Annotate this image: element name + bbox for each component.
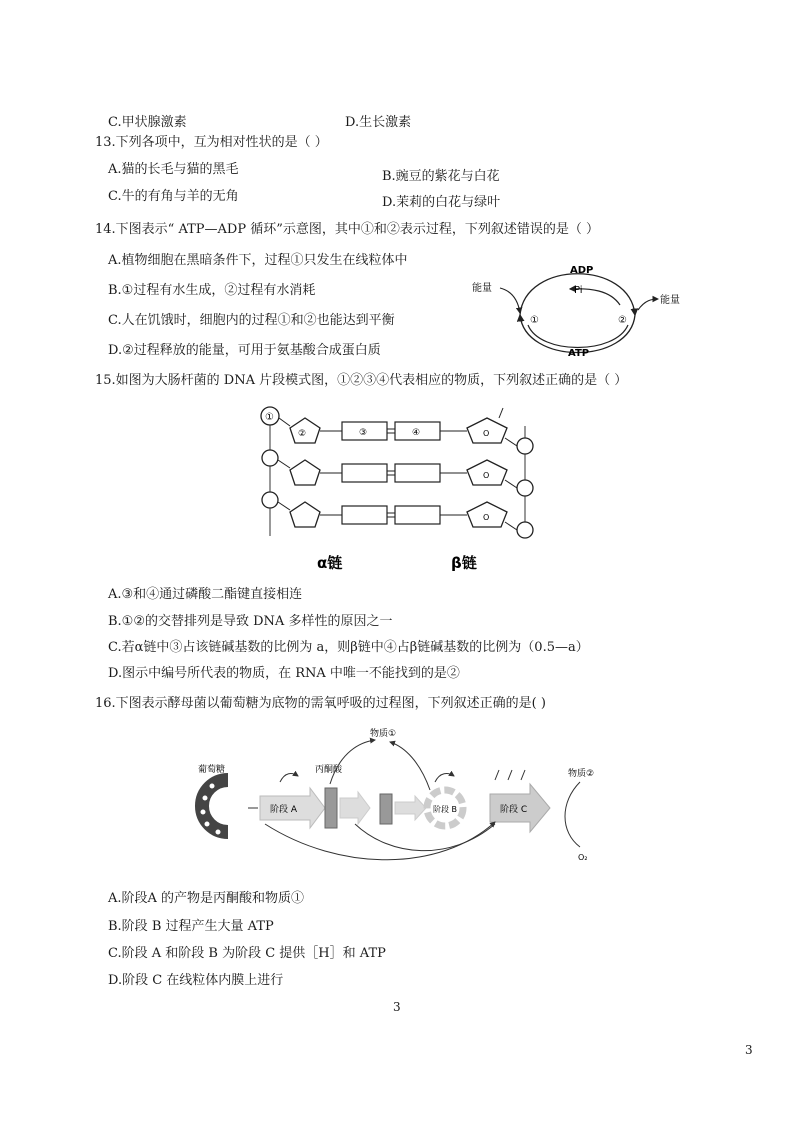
label-m3: ③: [359, 428, 368, 438]
q15-option-b: B.①②的交替排列是导致 DNA 多样性的原因之一: [108, 614, 393, 629]
deoxyribose-2-left: [290, 460, 320, 485]
q13-option-c: C.牛的有角与羊的无角: [108, 189, 239, 204]
q15-option-a: A.③和④通过磷酸二酯键直接相连: [108, 587, 303, 602]
adp-label: ADP: [570, 265, 594, 276]
energy-right-label: 能量: [660, 295, 680, 306]
q14-option-c: C.人在饥饿时，细胞内的过程①和②也能达到平衡: [108, 313, 395, 328]
phosphate-3-right: [517, 522, 533, 538]
alpha-chain-label: α链: [317, 554, 343, 572]
outer-page-number: 3: [745, 1043, 753, 1057]
label-m4: ④: [412, 428, 421, 438]
q16-option-b: B.阶段 B 过程产生大量 ATP: [108, 919, 274, 934]
q12-option-c: C.甲状腺激素: [108, 115, 187, 130]
pyruvate-label: 丙酮酸: [315, 765, 343, 775]
pi-label: Pi: [574, 285, 583, 296]
q13-option-d: D.茉莉的白花与绿叶: [382, 195, 501, 210]
phosphate-2-right: [517, 480, 533, 496]
q14-option-a: A.植物细胞在黑暗条件下，过程①只发生在线粒体中: [108, 253, 408, 268]
q16-option-c: C.阶段 A 和阶段 B 为阶段 C 提供［H］和 ATP: [108, 946, 386, 961]
o2-to-water-curve: [565, 782, 580, 847]
pyruvate-block: [325, 788, 337, 828]
beta-chain-label: β链: [451, 554, 477, 572]
phosphate-3-left: [262, 492, 278, 508]
phosphate-1-right: [517, 438, 533, 454]
q16-option-d: D.阶段 C 在线粒体内膜上进行: [108, 973, 284, 988]
atp-adp-cycle-diagram: [470, 255, 700, 365]
base-3-alpha: [342, 506, 387, 524]
q13-stem: 13.下列各项中，互为相对性状的是（ ）: [95, 135, 328, 150]
deoxyribose-3-left: [290, 502, 320, 527]
svg-text:O: O: [483, 471, 490, 480]
energy-in-arrow: [500, 288, 520, 313]
stage-a-label: 阶段 A: [270, 805, 298, 815]
energy-left-label: 能量: [472, 283, 492, 294]
stage-b-label: 阶段 B: [433, 805, 458, 814]
process1-label: ①: [530, 315, 539, 326]
q13-option-b: B.豌豆的紫花与白花: [382, 169, 500, 184]
base-2-beta: [395, 464, 440, 482]
q15-option-d: D.图示中编号所代表的物质，在 RNA 中唯一不能找到的是②: [108, 666, 460, 681]
q14-option-b: B.①过程有水生成，②过程有水消耗: [108, 283, 316, 298]
q15-stem: 15.如图为大肠杆菌的 DNA 片段模式图，①②③④代表相应的物质，下列叙述正确的是（ ）: [95, 373, 628, 388]
arrow-to-substance1-b: [390, 742, 430, 790]
o2-label: O₂: [578, 853, 588, 862]
q16-stem: 16.下图表示酵母菌以葡萄糖为底物的需氧呼吸的过程图，下列叙述正确的是( ): [95, 696, 546, 711]
q14-stem: 14.下图表示“ ATP—ADP 循环”示意图，其中①和②表示过程，下列叙述错误的是（ ）: [95, 222, 600, 237]
svg-text:O: O: [483, 429, 490, 438]
atp-label: ATP: [568, 348, 590, 359]
base-2-alpha: [342, 464, 387, 482]
stage-c-label: 阶段 C: [500, 805, 528, 815]
q14-option-d: D.②过程释放的能量，可用于氨基酸合成蛋白质: [108, 343, 381, 358]
phosphate-2-left: [262, 450, 278, 466]
label-m2: ②: [298, 429, 307, 439]
process2-label: ②: [618, 315, 627, 326]
svg-text:O: O: [483, 513, 490, 522]
q12-option-d: D.生长激素: [345, 115, 412, 130]
label-m1: ①: [265, 412, 274, 423]
q13-option-a: A.猫的长毛与猫的黑毛: [108, 162, 239, 177]
glucose-label: 葡萄糖: [198, 765, 226, 775]
base-3-beta: [395, 506, 440, 524]
inner-page-number: 3: [393, 1000, 401, 1014]
dna-fragment-diagram: [255, 398, 545, 578]
substance2-label: 物质②: [568, 769, 595, 779]
q15-option-c: C.若α链中③占该链碱基数的比例为 a，则β链中④占β链碱基数的比例为（0.5—a）: [108, 640, 589, 655]
aerobic-respiration-diagram: [190, 722, 630, 867]
q16-option-a: A.阶段A 的产物是丙酮酸和物质①: [108, 891, 305, 906]
energy-out-arrow: [638, 299, 658, 310]
arrow-to-substance1-a: [330, 740, 375, 784]
substance1-label: 物质①: [370, 729, 397, 739]
